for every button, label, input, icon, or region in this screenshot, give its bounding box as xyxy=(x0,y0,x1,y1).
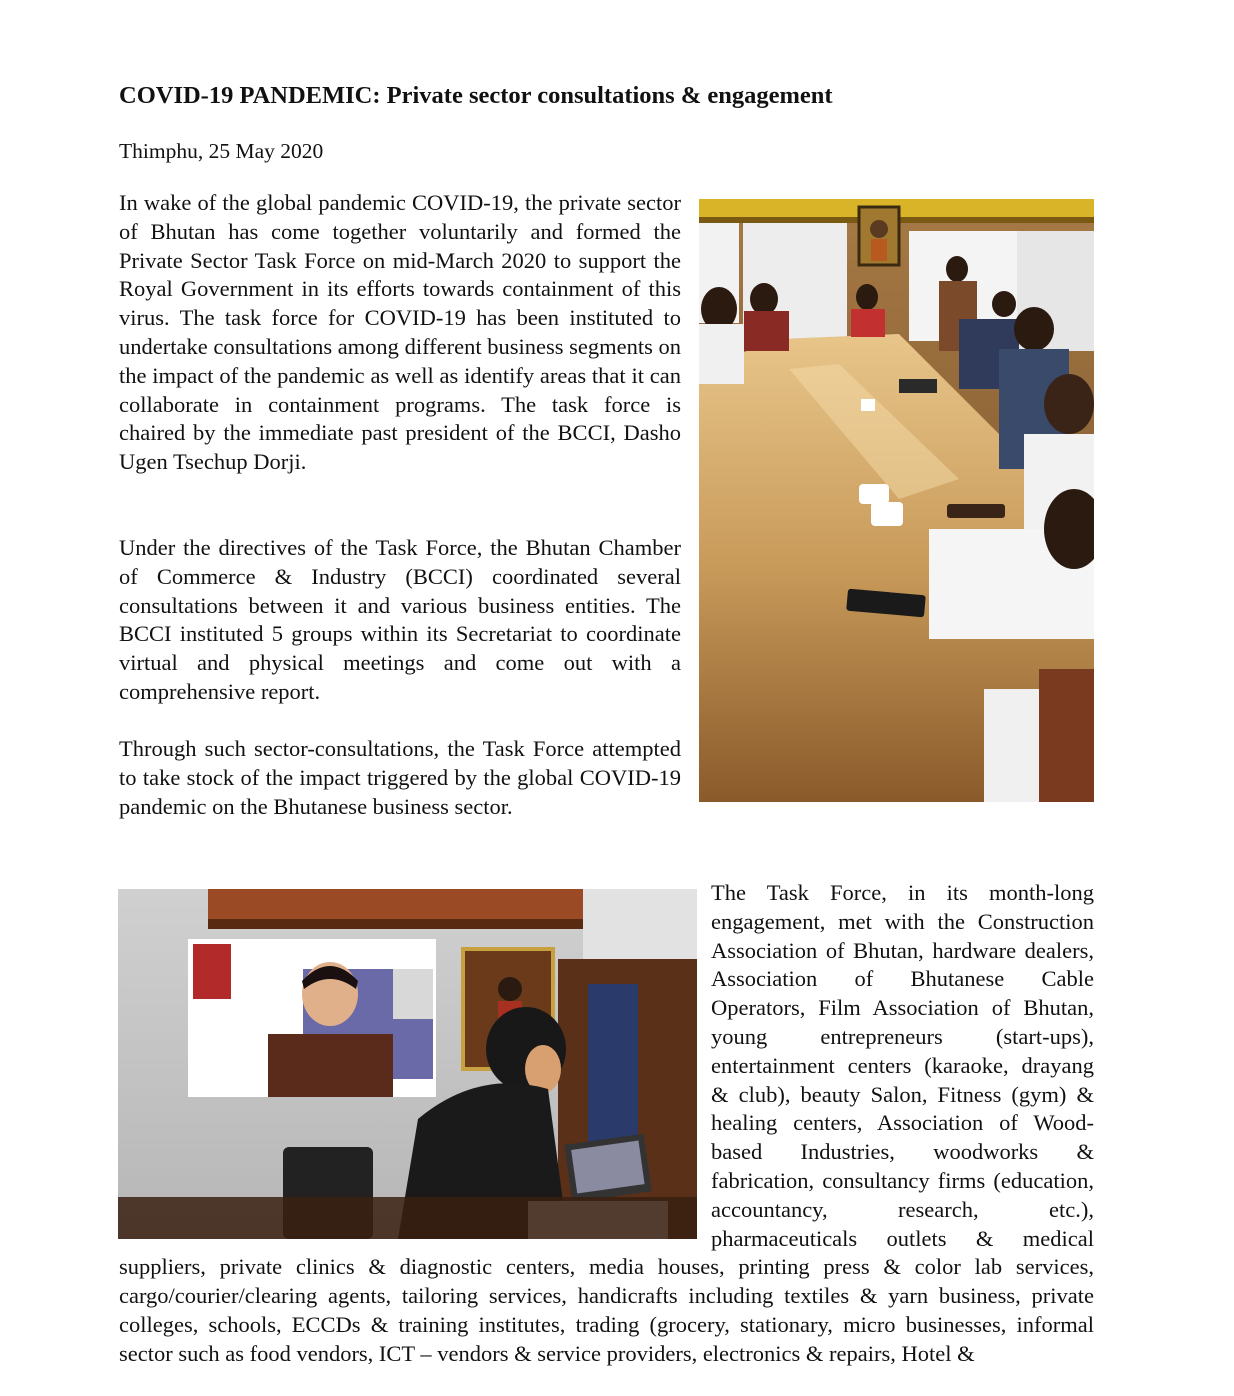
paragraph-1: In wake of the global pandemic COVID-19, the private sector of Bhutan has come together voluntarily and formed the Private Sector Task Force on mid-March 2020 to support the Royal Government in its efforts towards containment of this virus. The task force for COVID-19 has been instituted to undertake consultations among different business segments on the impact of the pandemic as well as identify areas that it can collaborate in containment programs. The task force is chaired by the immediate past president of the BCCI, Dasho Ugen Tsechup Dorji. xyxy=(119,190,681,475)
meeting-room-photo xyxy=(699,199,1094,802)
article-dateline: Thimphu, 25 May 2020 xyxy=(119,139,324,163)
paragraph-3: Through such sector-consultations, the Task Force attempted to take stock of the impact triggered by the global COVID-19 pandemic on the Bhutanese business sector. xyxy=(119,736,681,819)
article-title: COVID-19 PANDEMIC: Private sector consultations & engagement xyxy=(119,82,833,109)
video-conference-photo xyxy=(118,889,697,1239)
paragraph-2: Under the directives of the Task Force, the Bhutan Chamber of Commerce & Industry (BCCI) coordinated several consultations between it and various business entities. The BCCI instituted 5 groups within its Secretariat to coordinate virtual and physical meetings and come out with a comprehensive report. xyxy=(119,535,681,704)
paragraph-4: The Task Force, in its month-long engagement, met with the Construction Association of Bhutan, hardware dealers, Association of Bhutanese Cable Operators, Film Association of Bhutan, young entrepreneurs (start-ups), entertainment centers (karaoke, drayang & club), beauty Salon, Fitness (gym) & healing centers, Association of Wood-based Industries, woodworks & fabrication, consultancy firms (education, accountancy, research, etc.), pharmaceuticals outlets & medical suppliers, private clinics & diagnostic centers, media houses, printing press & color lab services, cargo/courier/clearing agents, tailoring services, handicrafts including textiles & yarn business, private colleges, schools, ECCDs & training institutes, trading (grocery, stationary, micro businesses, informal sector such as food vendors, ICT – vendors & service providers, electronics & repairs, Hotel & xyxy=(119,880,1094,1366)
